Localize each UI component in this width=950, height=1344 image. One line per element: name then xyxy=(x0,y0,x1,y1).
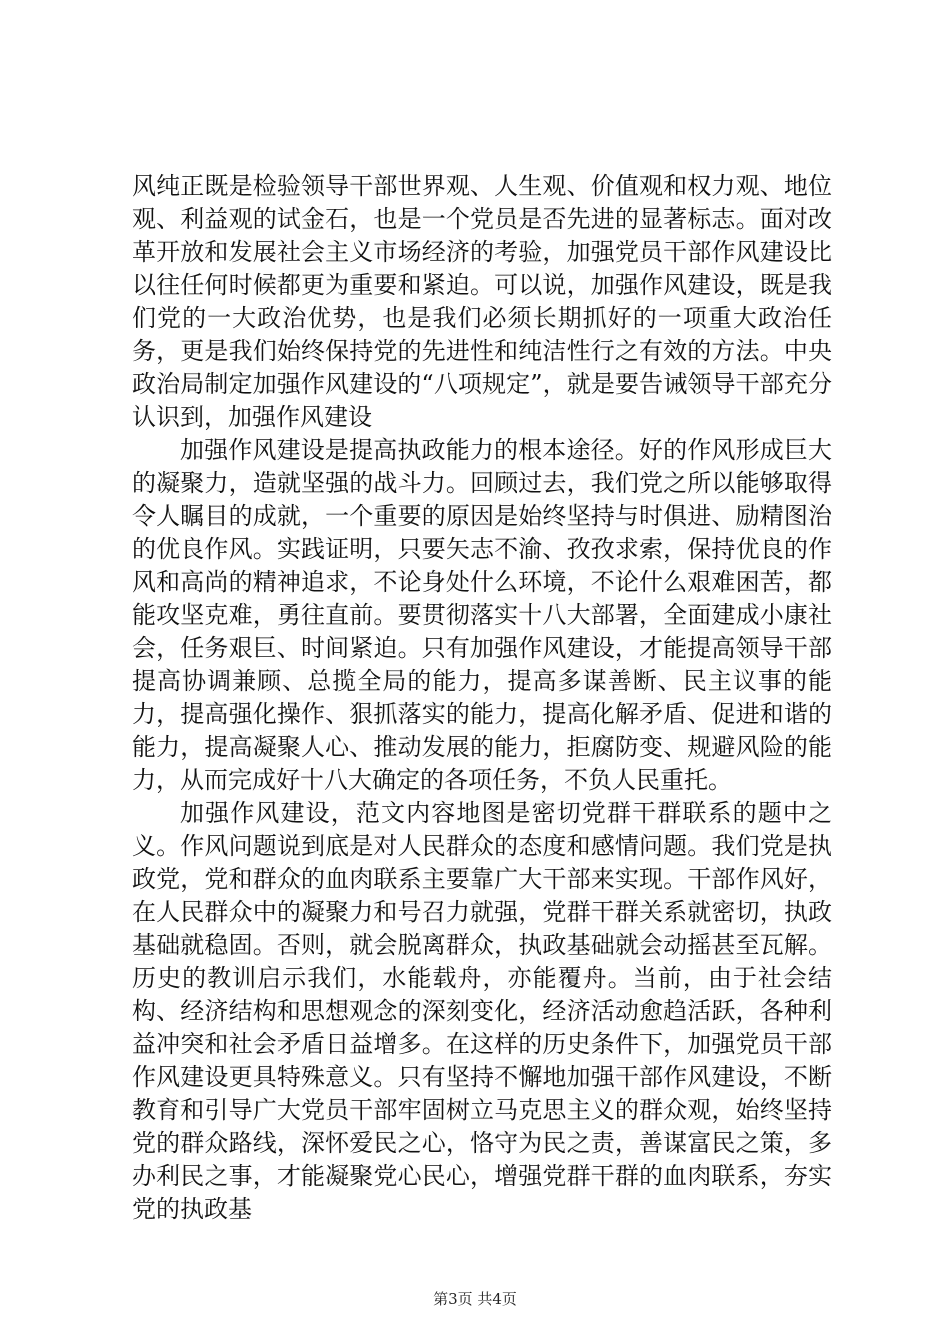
document-body xyxy=(132,170,832,1226)
paragraph-3: 加强作风建设，范文内容地图是密切党群干群联系的题中之义。作风问题说到底是对人民群众的态度和感情问题。我们党是执政党，党和群众的血肉联系主要靠广大干部来实现。干部作风好，在人民群众中的凝聚力和号召力就强，党群干群关系就密切，执政基础就稳固。否则，就会脱离群众，执政基础就会动摇甚至瓦解。历史的教训启示我们，水能载舟，亦能覆舟。当前，由于社会结构、经济结构和思想观念的深刻变化，经济活动愈趋活跃，各种利益冲突和社会矛盾日益增多。在这样的历史条件下，加强党员干部作风建设更具特殊意义。只有坚持不懈地加强干部作风建设，不断教育和引导广大党员干部牢固树立马克思主义的群众观，始终坚持党的群众路线，深怀爱民之心，恪守为民之责，善谋富民之策，多办利民之事，才能凝聚党心民心，增强党群干群的血肉联系，夯实党的执政基 xyxy=(132,799,832,1223)
paragraph-1: 风纯正既是检验领导干部世界观、人生观、价值观和权力观、地位观、利益观的试金石，也是一个党员是否先进的显著标志。面对改革开放和发展社会主义市场经济的考验，加强党员干部作风建设比以往任何时候都更为重要和紧迫。可以说，加强作风建设，既是我们党的一大政治优势，也是我们必须长期抓好的一项重大政治任务，更是我们始终保持党的先进性和纯洁性行之有效的方法。中央政治局制定加强作风建设的“八项规定”，就是要告诫领导干部充分认识到，加强作风建设 xyxy=(132,172,832,431)
paragraph-2: 加强作风建设是提高执政能力的根本途径。好的作风形成巨大的凝聚力，造就坚强的战斗力。回顾过去，我们党之所以能够取得令人瞩目的成就，一个重要的原因是始终坚持与时俱进、励精图治的优良作风。实践证明，只要矢志不渝、孜孜求索，保持优良的作风和高尚的精神追求，不论身处什么环境，不论什么艰难困苦，都能攻坚克难，勇往直前。要贯彻落实十八大部署，全面建成小康社会，任务艰巨、时间紧迫。只有加强作风建设，才能提高领导干部提高协调兼顾、总揽全局的能力，提高多谋善断、民主议事的能力，提高强化操作、狠抓落实的能力，提高化解矛盾、促进和谐的能力，提高凝聚人心、推动发展的能力，拒腐防变、规避风险的能力，从而完成好十八大确定的各项任务，不负人民重托。 xyxy=(132,436,832,794)
page-footer: 第3页 共4页 xyxy=(433,1290,517,1308)
